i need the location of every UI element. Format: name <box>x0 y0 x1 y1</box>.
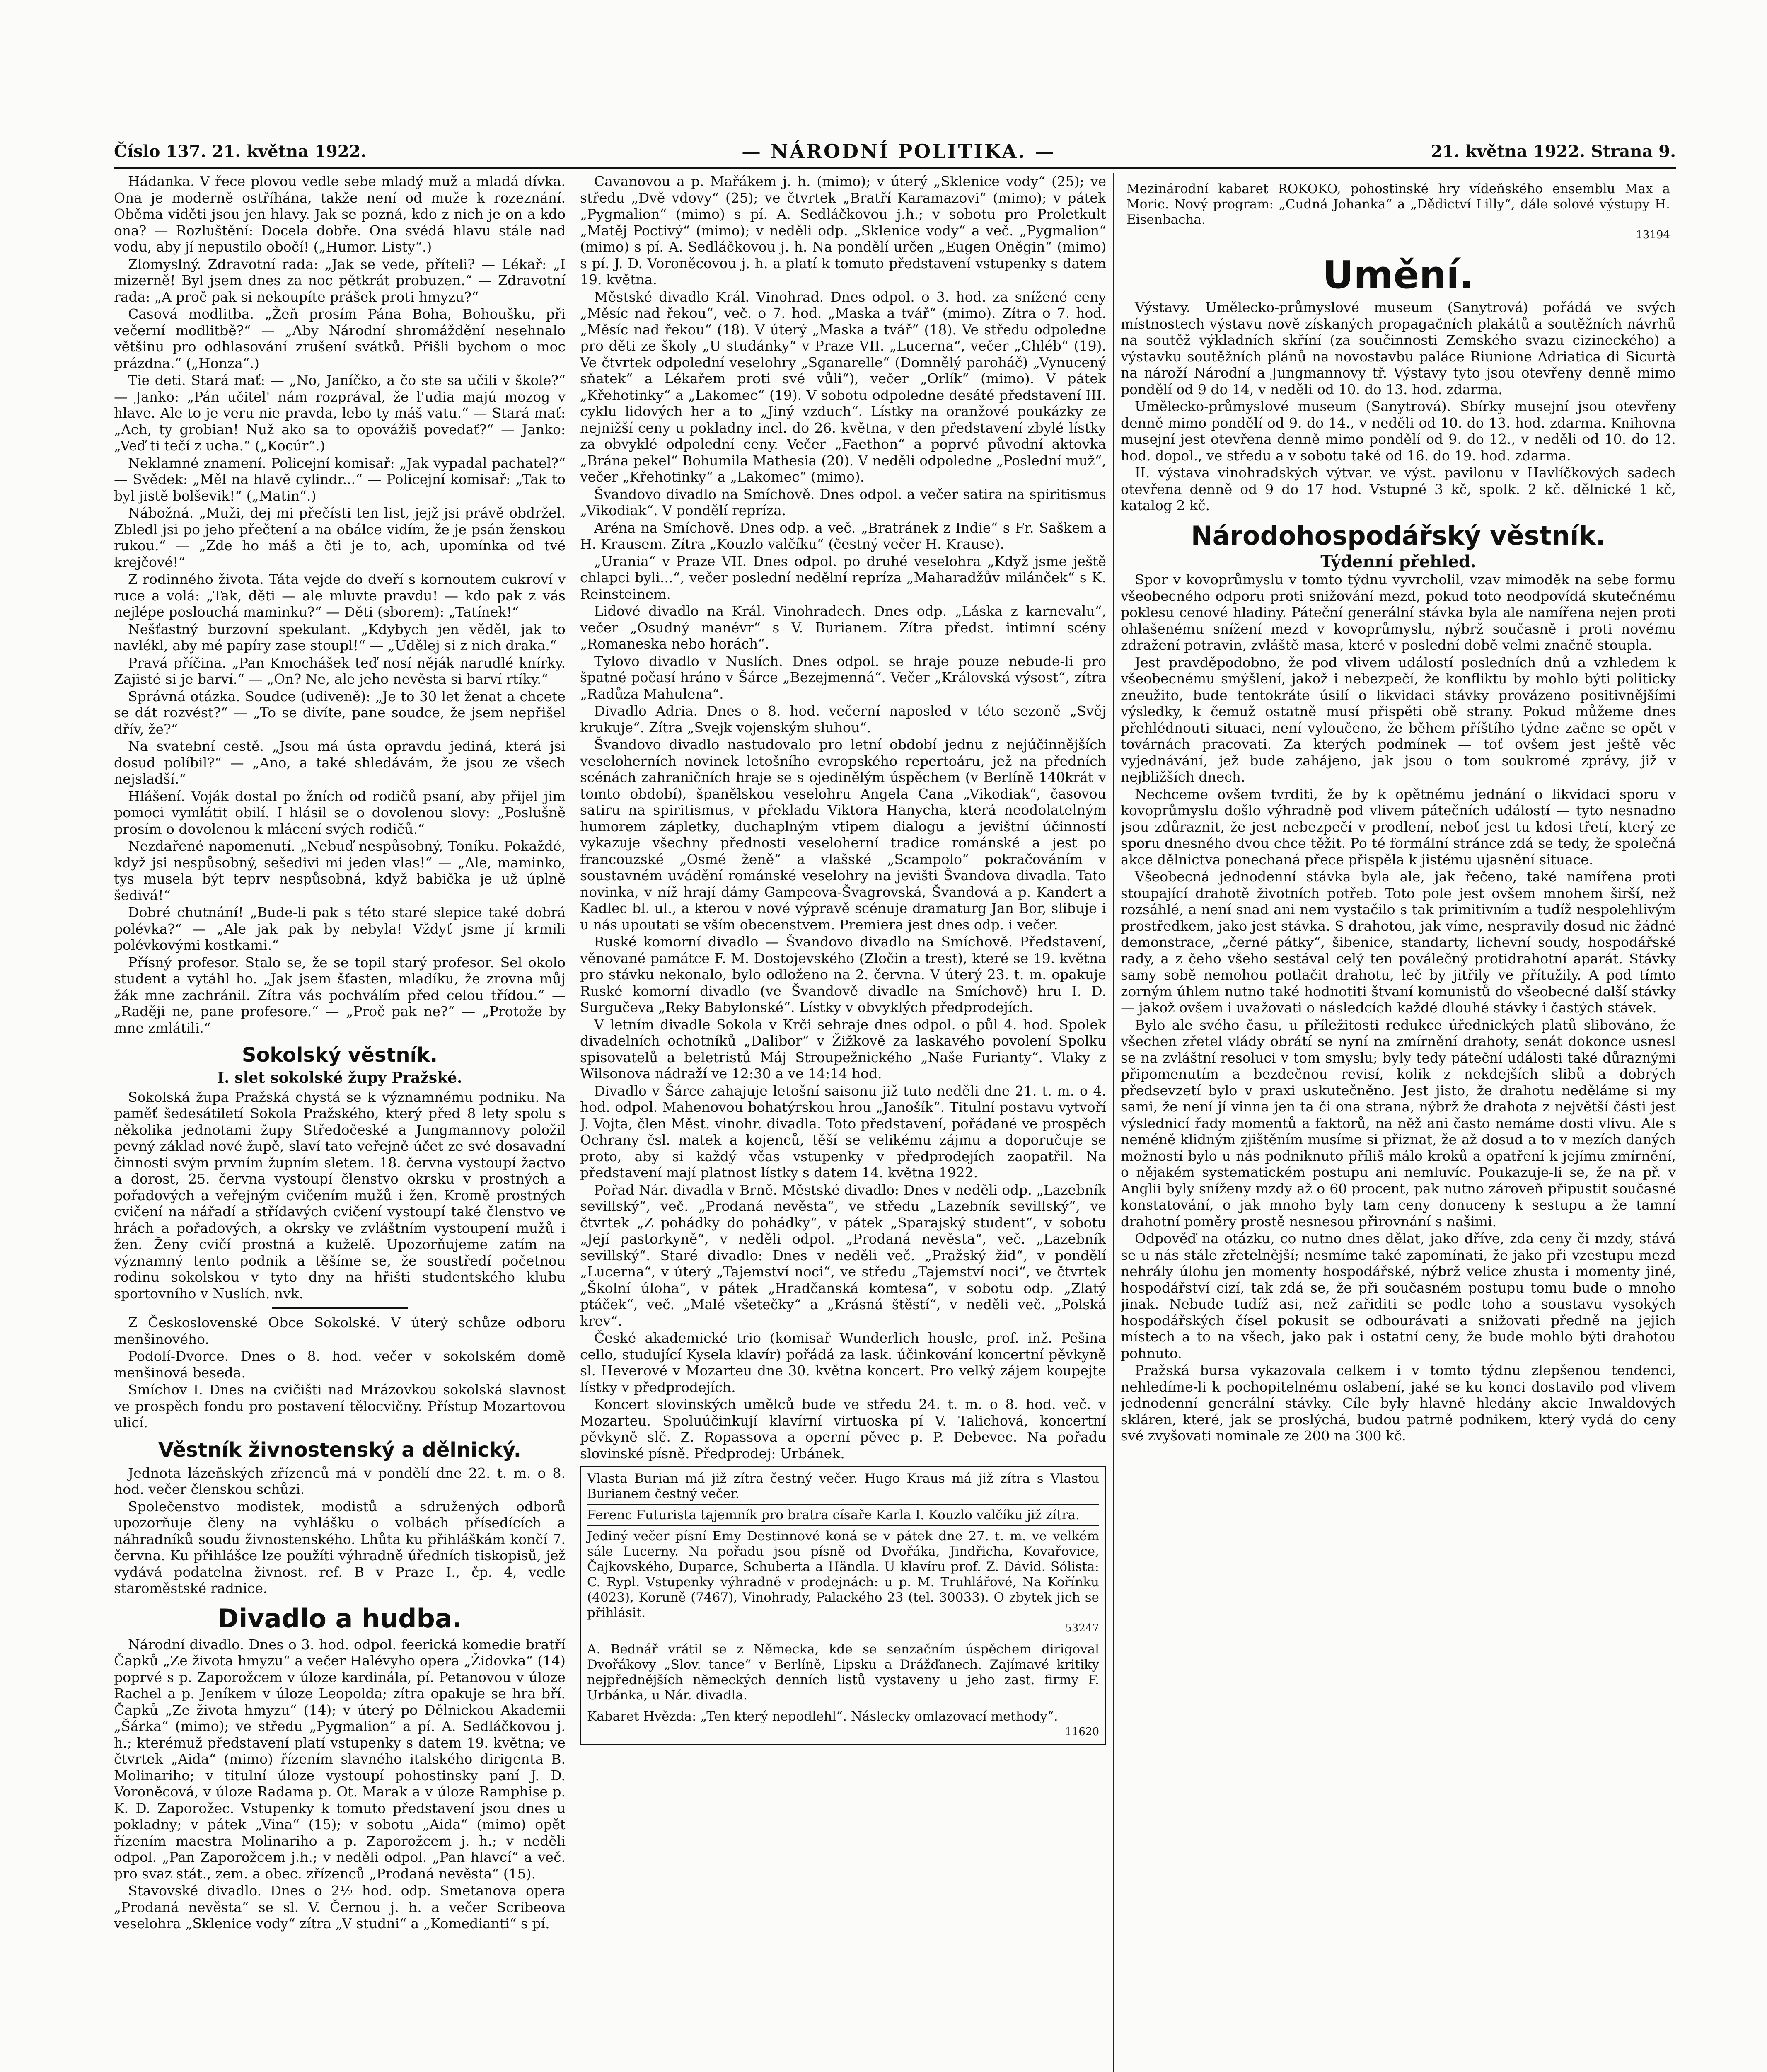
section-separator <box>272 1307 408 1309</box>
economy-heading: Národohospodářský věstník. <box>1191 520 1606 551</box>
sokol-note: Smíchov I. Dnes na cvičišti nad Mrázovkou sokolská slavnost ve prospěch fondu pro postavení tělocvičny. Přístup Mozartovou ulicí. <box>114 1382 566 1431</box>
humor-item: Nešťastný burzovní spekulant. „Kdybych jen věděl, jak to navlékl, aby mé papíry zase stoupl!“ — „Udělej si z nich draka.“ <box>114 621 566 654</box>
humor-item: Hádanka. V řece plovou vedle sebe mladý muž a mladá dívka. Ona je moderně ostříhána, takže není od muže k rozeznání. Oběma viděti jsou jen hlavy. Jak se pozná, kdo z nich je on a kdo ona? — Rozluštění: Docela dobře. Ona svédá hlavu stále nad vodu, aby jí nepustilo obočí! („Humor. Listy“.) <box>114 173 566 255</box>
sokol-article: Sokolská župa Pražská chystá se k významnému podniku. Na paměť šedesátiletí Sokola Pražského, který před 8 lety spolu s několika jednotami župy Středočeské a Jungmannovy položil pevný základ nové župě, slaví tato veřejně účet ze své dosavadní činnosti svým prvním župním sletem. 18. června vystoupí žactvo a dorost, 25. června vystoupí členstvo okrsku v prostných a pořadových a veřejným cvičením mužů i žen. Kromě prostných cvičení na nářadí a střídavých cvičení vystoupí také členstvo ve hrách a pořadových, a okrsky ve zvláštním vystoupení mužů i žen. Ženy cvičí prostná a kuželě. Upozorňujeme zatím na významný tento podnik a těšíme se, že soustředí početnou rodinu sokolskou v tyto dny na hřišti studentského klubu sportovního v Nuslích. nvk. <box>114 1089 566 1302</box>
theatre-article: Švandovo divadlo nastudovalo pro letní období jednu z nejúčinnějších veseloherních novinek letošního evropského repertoáru, jež na předních scénách zahraničních hraje se s ojedinělým úspěchem (v Berlíně 140krát v tomto období), španělskou veselohru Angela Cana „Vikodiak“, časovou satiru na spiritismus, v překladu Viktora Hanycha, která neodolatelným humorem zápletky, duchaplným vtipem dialogu a jevištní účinností vykazuje všechny přednosti veseloherní tradice románské a jest po francouzské „Osmé ženě“ a vlašské „Scampolo“ pokračováním v soustavném uvádění románské veselohry na jevišti Švandova divadla. Tato novinka, v níž hrají dámy Gampeova-Švagrovská, Švandová a p. Kandert a Kadlec bl. ul., a kterou v nové výpravě scénuje dramaturg Jan Bor, slibuje i u nás upoutati se vším obecenstvem. Premiera jest dnes odp. i večer. <box>580 736 1106 933</box>
ad-text: Ferenc Futurista tajemník pro bratra císaře Karla I. Kouzlo valčíku již zítra. <box>587 1504 1099 1523</box>
column-1 <box>114 173 566 2072</box>
theatre-article: Tylovo divadlo v Nuslích. Dnes odpol. se hraje pouze nebude-li pro špatné počasí hráno v Šárce „Bezejmenná“. Večer „Královská výsost“, zítra „Radůza Mahulena“. <box>580 653 1106 702</box>
humor-item: Neklamné znamení. Policejní komisař: „Jak vypadal pachatel?“ — Svědek: „Měl na hlavě cylindr...“ — Policejní komisař: „Tak to byl jistě bolševik!“ („Matin“.) <box>114 455 566 504</box>
theatre-heading: Divadlo a hudba. <box>217 1603 462 1634</box>
theatre-article: Aréna na Smíchově. Dnes odp. a več. „Bratránek z Indie“ s Fr. Saškem a H. Krausem. Zítra „Kouzlo valčíku“ (čestný večer H. Krause). <box>580 519 1106 552</box>
humor-item: Casová modlitba. „Žeň prosím Pána Boha, Bohoušku, při večerní modlitbě?“ — „Aby Národní shromáždění nesehnalo většinu pro odhlasování zrušení svátků. Přišli bychom o moc prázdna.“ („Honza“.) <box>114 306 566 371</box>
theatre-article: Národní divadlo. Dnes o 3. hod. odpol. feerická komedie bratří Čapků „Ze života hmyzu“ a večer Halévyho opera „Židovka“ (14) poprvé s p. Zaporožcem v úloze kardinála, pí. Petanovou v úloze Rachel a p. Jeníkem v úloze Leopolda; zítra opakuje se hra bří. Čapků „Ze života hmyzu“ (14); v úterý po Dělnickou Akademii „Šárka“ (mimo); ve středu „Pygmalion“ a pí. A. Sedláčkovou j. h.; kterémuž představení platí vstupenky s datem 19. května; ve čtvrtek „Aida“ (mimo) řízením slavného italského dirigenta B. Molinariho; v titulní úloze vystoupí pohostinsky paní J. D. Voroněcová, v úloze Radama p. Ot. Marak a v úloze Ramphise p. K. D. Zaporožec. Vstupenky k tomuto představení jsou dnes u pokladny; v pátek „Vina“ (15); v sobotu „Aida“ (mimo) opět řízením maestra Molinariho a p. Zaporožcem j. h.; v neděli odpol. „Pan Zaporožcem j.h.; v neděli odpol. „Pan hlavcí“ a več. pro svaz stát., zem. a obec. zřízenců „Prodaná nevěsta“ (15). <box>114 1636 566 1882</box>
ad-code: 53247 <box>1065 1622 1099 1634</box>
trade-article: Jednota lázeňských zřízenců má v pondělí dne 22. t. m. o 8. hod. večer členskou schůzi. <box>114 1464 566 1497</box>
art-article: II. výstava vinohradských výtvar. ve výst. pavilonu v Havlíčkových sadech otevřena denně od 9 do 17 hod. Vstupné 3 kč, spolk. 2 kč. dělnické 1 kč, katalog 2 kč. <box>1121 465 1676 513</box>
column-divider <box>1113 173 1114 2072</box>
theatre-article: Cavanovou a p. Mařákem j. h. (mimo); v úterý „Sklenice vody“ (25); ve středu „Dvě vdovy“ (25); ve čtvrtek „Bratří Karamazovi“ (mimo); v pátek „Pygmalion“ (mimo) s pí. A. Sedláčkovou j.h.; v sobotu pro Proletkult „Matěj Poctivý“ (mimo); v neděli odp. „Sklenice vody“ a več. „Pygmalion“ (mimo) s pí. A. Sedláčkovou j. h. Na pondělí určen „Eugen Oněgin“ (mimo) s pí. J. D. Voroněcovou j. h. a platí k tomuto představení vstupenky s datem 19. května. <box>580 173 1106 288</box>
humor-item: Dobré chutnání! „Bude-li pak s této staré slepice také dobrá polévka?“ — „Ale jak pak by nebyla! Vždyť jsme jí krmili polévkovými kostkami.“ <box>114 904 566 953</box>
concert-article: Koncert slovinských umělců bude ve středu 24. t. m. o 8. hod. več. v Mozarteu. Spoluúčinkují klavírní virtuoska pí V. Talichová, koncertní pěvkyně slč. Z. Ropassova a operní pěvec p. P. Debevec. Na pořadu slovinské písně. Předprodej: Urbánek. <box>580 1396 1106 1462</box>
humor-item: Zlomyslný. Zdravotní rada: „Jak se vede, příteli? — Lékař: „I mizerně! Byl jsem dnes za noc pětkrát probuzen.“ — Zdravotní rada: „A proč pak si nekoupíte prášek proti hmyzu?“ <box>114 256 566 305</box>
column-2 <box>580 173 1106 2072</box>
humor-section <box>114 173 566 1036</box>
economy-article: Odpověď na otázku, co nutno dnes dělat, jako dříve, zda ceny či mzdy, stává se u nás stále zřetelnější; nesmíme také zapomínati, že jako při vzestupu mezd nehrály úlohu jen momenty hospodářské, nýbrž velice zhusta i momenty jiné, hospodářství cizí, tak zdá se, že při současném postupu tomu bude o mnoho jinak. Nebude tudíž asi, než zařiditi se podle toho a soustavu vysokých hospodářských čísel pokusit se odbourávati a snižovati předně na jejich místech a to na všech, jako pak i ostatní ceny, že bude mohlo býti drahotou pohnuto. <box>1121 1230 1676 1361</box>
art-article: Umělecko-průmyslové museum (Sanytrová). Sbírky musejní jsou otevřeny denně mimo pondělí od 9. do 14., v neděli od 10. do 13. hod. zdarma. Knihovna musejní jest otevřena denně mimo pondělí od 9. do 12., v neděli od 10. do 12. hod. dopol., ve středu a v sobotu také od 16. do 19. hod. zdarma. <box>1121 398 1676 464</box>
economy-article: Pražská bursa vykazovala celkem i v tomto týdnu zlepšenou tendenci, nehledíme-li k pochopitelnému oslabení, jaké se ku konci dostavilo pod vlivem jednodenní generální stávky. Cíle byly hlavně hledány akcie Inwaldových skláren, které, jak se proslýchá, budou patrně podnikem, který vydá do ceny své zvyšovati nominale ze 200 na 300 kč. <box>1121 1362 1676 1444</box>
theatre-article: V letním divadle Sokola v Krči sehraje dnes odpol. o půl 4. hod. Spolek divadelních ochotníků „Dalibor“ v Žižkově za laskavého povolení Spolku spisovatelů a beletristů Máj Stroupežnického „Naše Furianty“. Vlaky z Wilsonova nádraží ve 12:30 a ve 14:14 hod. <box>580 1016 1106 1082</box>
theatre-article: Ruské komorní divadlo — Švandovo divadlo na Smíchově. Představení, věnované památce F. M. Dostojevského (Zločin a trest), které se 19. května pro stávku nekonalo, bylo odloženo na 2. června. V úterý 23. t. m. opakuje Ruské komorní divadlo (ve Švandově divadle na Smíchově) hru I. D. Surgučeva „Reky Babylonské“. Lístky v obvyklých předprodejích. <box>580 934 1106 1015</box>
humor-item: Nábožná. „Muži, dej mi přečísti ten list, jejž jsi právě obdržel. Zbledl jsi po jeho přečtení a na obálce vidím, že je psán ženskou rukou.“ — „Zde ho máš a čti je to, ach, upomínka od tvé krejčové!“ <box>114 505 566 570</box>
ad-text: Kabaret Hvězda: „Ten který nepodlehl“. Náslecky omlazovací methody“. <box>587 1706 1099 1724</box>
theatre-article: Stavovské divadlo. Dnes o 2½ hod. odp. Smetanova opera „Prodaná nevěsta“ se sl. V. Černou j. h. a večer Scribeova veselohra „Sklenice vody“ zítra „V studni“ a „Komedianti“ s pí. <box>114 1883 566 1932</box>
theatre-article: „Urania“ v Praze VII. Dnes odpol. po druhé veselohra „Když jsme ještě chlapci byli...“, večer poslední nedělní repríza „Maharadžův milánček“ s K. Reinsteinem. <box>580 553 1106 602</box>
ad-text: A. Bednář vrátil se z Německa, kde se senzačním úspěchem dirigoval Dvořákovy „Slov. tance“ v Berlíně, Lipsku a Drážďanech. Zajímavé kritiky nejpřednějších německých denních listů vystaveny u jeho zast. firmy F. Urbánka, u Nár. divadla. <box>587 1639 1099 1703</box>
humor-item: Správná otázka. Soudce (udiveně): „Je to 30 let ženat a chcete se dát rozvést?“ — „To se divíte, pane soudce, že jsem nepřišel dřív, že?“ <box>114 688 566 737</box>
advertisement-box <box>580 1466 1106 1745</box>
economy-article: Všeobecná jednodenní stávka byla ale, jak řečeno, také namířena proti stoupající drahotě životních potřeb. Toto pole jest ovšem mnohem širší, než rozsáhlé, a není snad ani nem vystačilo s tak primitivním a tudíž nespolehlivým prostředkem, jako jest stávka. S drahotou, jak víme, nespravily dosud nic žádné demonstrace, „černé pátky“, šibenice, standarty, lichevní soudy, hospodářské rady, a z čeho všeho sestával celý ten poválečný protidrahotní aparát. Stávky samy sobě nemohou potlačit drahotu, leč by jitřily ve přítužily. A pod tímto zorným úhlem nutno také hodnotiti štvaní komunistů do všeobecné další stávky — jakož ovšem i uvažovati o následcích každé dlouhé stávky i častých stávek. <box>1121 869 1676 1016</box>
column-3 <box>1121 173 1676 2072</box>
economy-subhead: Týdenní přehled. <box>1320 552 1476 571</box>
economy-article: Jest pravděpodobno, že pod vlivem událostí posledních dnů a vzhledem k všeobecnému smýšlení, jakož i nebezpečí, že konfliktu by mohlo býti politicky zneužito, bude tentokráte úsilí o likvidaci stávky provázeno positivnějšími výsledky, k čemuž ostatně musí přispěti obě strany. Pokud můžeme dnes přehlédnouti situaci, není vyloučeno, že během příštího týdne začne se opět v továrnách pracovati. Za kterých podmínek — toť ovšem jest ještě věc vyjednávání, jež bude zahájeno, jak jsou o tom soukromé zprávy, již v nejbližších dnech. <box>1121 654 1676 785</box>
ad-text: Mezinárodní kabaret ROKOKO, pohostinské hry vídeňského ensemblu Max a Moric. Nový program: „Cudná Johanka“ a „Dědictví Lilly“, dále solové výstupy H. Eisenbacha. <box>1126 182 1670 227</box>
page-info: 21. května 1922. Strana 9. <box>1431 141 1676 161</box>
issue-info: Číslo 137. 21. května 1922. <box>114 141 367 161</box>
sokol-subhead: I. slet sokolské župy Pražské. <box>217 1069 462 1087</box>
art-article: Výstavy. Umělecko-průmyslové museum (Sanytrová) pořádá ve svých místnostech výstavu nově získaných propagačních plakátů a soutěžních návrhů na soutěž výkladních skříní (za součinnosti Zemského svazu cizineckého) a výstavku soutěžních plánů na novostavbu paláce Riunione Adriatica di Sicurtà na nároží Národní a Jungmannovy tř. Výstavy tyto jsou otevřeny denně mimo pondělí od 9 do 14, v neděli od 10. do 13. hod. zdarma. <box>1121 299 1676 397</box>
masthead-rule <box>114 167 1676 169</box>
sokol-heading: Sokolský věstník. <box>242 1043 438 1067</box>
ad-code: 13194 <box>1636 229 1670 241</box>
theatre-article: Divadlo v Šárce zahajuje letošní saisonu již tuto neděli dne 21. t. m. o 4. hod. odpol. Mahenovou bohatýrskou hrou „Janošík“. Titulní postavu vytvoří J. Vojta, člen Měst. vinohr. divadla. Toto představení, pořádané ve prospěch Ochrany čsl. matek a kojenců, těší se velikému zájmu a doporučuje se proto, aby si každý včas vstupenky v předprodejích zaopatřil. Na představení mají platnost lístky s datem 14. května 1922. <box>580 1082 1106 1181</box>
advertisement-box <box>1121 177 1676 247</box>
humor-item: Z rodinného života. Táta vejde do dveří s kornoutem cukroví v ruce a volá: „Tak, děti — ale mluvte pravdu! — kdo pak z vás nejlépe poslouchá maminku?“ — Děti (sborem): „Tatínek!“ <box>114 571 566 620</box>
trade-article: Společenstvo modistek, modistů a sdružených odborů upozorňuje členy na vyhlášku o volbách přísedících a náhradníků soudu živnostenského. Lhůta ku přihláškám končí 7. června. Ku přihlášce lze použíti výhradně úředních tiskopisů, jež vydává podatelna živnost. ref. B v Praze I., čp. 4, vedle staroměstské radnice. <box>114 1498 566 1596</box>
trade-heading: Věstník živnostenský a dělnický. <box>158 1438 521 1462</box>
theatre-article: Lidové divadlo na Král. Vinohradech. Dnes odp. „Láska z karnevalu“, večer „Osudný manévr“ s V. Burianem. Zítra předst. intimní scény „Romaneska nebo horách“. <box>580 603 1106 652</box>
art-heading: Umění. <box>1322 253 1474 297</box>
sokol-note: Z Československé Obce Sokolské. V úterý schůze odboru menšinového. <box>114 1314 566 1347</box>
humor-item: Přísný profesor. Stalo se, že se topil starý profesor. Sel okolo student a vytáhl ho. „Jak jsem šťasten, mladíku, že zrovna můj žák mne zachránil. Zítra vás pochválím před celou třídou.“ — „Raději ne, pane profesore.“ — „Proč pak ne?“ — „Protože by mne zmlátili.“ <box>114 954 566 1036</box>
humor-item: Tie deti. Stará mať: — „No, Janíčko, a čo ste sa učili v škole?“ — Janko: „Pán učitel' nám rozprával, že l'udia majú mozog v hlave. Ale to je veru nie pravda, lebo ty máš vatu.“ — Stará mať: „Ach, ty grobian! Nuž ako sa to opovážiš povedať?“ — Janko: „Veď ti tečí z ucha.“ („Kocúr“.) <box>114 372 566 454</box>
humor-item: Na svatební cestě. „Jsou má ústa opravdu jediná, která jsi dosud políbil?“ — „Ano, a také shledávám, že jsou ze všech nejsladší.“ <box>114 738 566 787</box>
humor-item: Nezdařené napomenutí. „Nebuď nespůsobný, Toníku. Pokaždé, když jsi nespůsobný, sešedivi mi jeden vlas!“ — „Ale, maminko, tys musela být teprv nespůsobná, když babička je už úplně šedivá!“ <box>114 838 566 903</box>
economy-article: Bylo ale svého času, u příležitosti redukce úřednických platů slibováno, že všechen zřetel vlády obrátí se nyní na zmírnění drahoty, senát dokonce usnesl se na zvláštní resoluci v tom smyslu; byly tedy páteční události také důraznými připomenutím a bezdečnou revisí, kolik z nekdejších slibů a dobrých předsevzetí bylo v praxi uskutečněno. Jest jisto, že drahotu neděláme si my sami, že není jí vinna jen ta či ona strana, nýbrž že drahota z největší části jest výslednicí řady momentů a faktorů, na něž ani často nemáme dosti vlivu. Ale s neméně klidným zjištěním musíme si přiznat, že až dosud a to v mezích daných možností bylo u nás podniknuto příliš málo kroků a opatření k jejímu zmírnění, o nějakém systematickém postupu ani nemluvíc. Poukazuje-li se, že na př. v Anglii byly sníženy mzdy až o 60 procent, pak nutno zároveň připustit současné konstatování, o jak mnoho byly tam ceny donuceny k sestupu a že tamní drahotní poměry prostě nesnesou přirovnání s našimi. <box>1121 1017 1676 1230</box>
concert-article: České akademické trio (komisař Wunderlich housle, prof. inž. Pešina cello, studující Kysela klavír) pořádá za lask. účinkování koncertní pěvkyně sl. Heverové v Mozarteu dne 30. května koncert. Pro velký zájem koupejte lístky v předprodejích. <box>580 1330 1106 1395</box>
theatre-article: Švandovo divadlo na Smíchově. Dnes odpol. a večer satira na spiritismus „Vikodiak“. V pondělí repríza. <box>580 486 1106 518</box>
theatre-article: Divadlo Adria. Dnes o 8. hod. večerní naposled v této sezoně „Svěj krukuje“. Zítra „Svejk vojenským sluhou“. <box>580 703 1106 736</box>
humor-item: Pravá příčina. „Pan Kmochášek teď nosí něják narudlé knírky. Zajisté si je barví.“ — „On? Ne, ale jeho nevěsta si barví rtíky.“ <box>114 654 566 687</box>
newspaper-title: — NÁRODNÍ POLITIKA. — <box>742 140 1056 162</box>
ad-code: 11620 <box>1065 1726 1099 1738</box>
sokol-note: Podolí-Dvorce. Dnes o 8. hod. večer v sokolském domě menšinová beseda. <box>114 1348 566 1381</box>
humor-item: Hlášení. Voják dostal po žních od rodičů psaní, aby přijel jim pomoci vymlátit obilí. I hlásil se o dovolenou slovy: „Poslušně prosím o dovolenou k mlácení svých rodičů.“ <box>114 788 566 837</box>
economy-article: Spor v kovoprůmyslu v tomto týdnu vyvrcholil, vzav mimoděk na sebe formu všeobecného odporu proti snižování mezd, pokud toto neodpovídá skutečnému poklesu cenové hladiny. Páteční generální stávka byla ale namířena nejen proti ohlašenému snížení mezd v kovoprůmyslu, nýbrž současně i proti novému zdražení potravin, zvláště masa, které v poslední době velmi značně stoupla. <box>1121 571 1676 653</box>
masthead <box>114 137 1676 166</box>
economy-article: Nechceme ovšem tvrditi, že by k opětnému jednání o likvidaci sporu v kovoprůmyslu došlo výhradně pod vlivem pátečních událostí — tyto nesnadno jsou zdůraznit, že jest nebezpečí v prodlení, neboť jest tu kdosi třetí, který ze sporu dnesného dvou chce těžit. Po té formální stránce zdá se tedy, že společná akce dělnictva ponechaná přece přispěla k jistému ujasnění situace. <box>1121 786 1676 868</box>
ad-text: Jediný večer písní Emy Destinnové koná se v pátek dne 27. t. m. ve velkém sále Lucerny. Na pořadu jsou písně od Dvořáka, Jindřicha, Kovařovice, Čajkovského, Duparce, Schuberta a Händla. U klavíru prof. Z. Dávid. Sólista: C. Rypl. Vstupenky výhradně v prodejnách: u p. M. Truhlářové, Na Kořínku (4023), Koruně (7467), Vinohrady, Palackého 23 (tel. 30033). O zbytek jich se přihlásit. <box>587 1525 1099 1621</box>
ad-text: Vlasta Burian má již zítra čestný večer. Hugo Kraus má již zítra s Vlastou Burianem čestný večer. <box>587 1471 1099 1501</box>
theatre-article: Pořad Nár. divadla v Brně. Městské divadlo: Dnes v neděli odp. „Lazebník sevillský“, več. „Prodaná nevěsta“, ve středu „Lazebník sevillský“, ve čtvrtek „Z pohádky do pohádky“, v pátek „Sparajský student“, v sobotu „Její pastorkyně“, v neděli odpol. „Prodaná nevěsta“, več. „Lazebník sevillský“. Staré divadlo: Dnes v neděli več. „Pražský žid“, v pondělí „Lucerna“, v úterý „Tajemství noci“, ve středu „Tajemství noci“, ve čtvrtek „Školní úloha“, v pátek „Hradčanská komtesa“, v sobotu odp. „Zlatý ptáček“, več. „Malé všetečky“ a „Krásná štěstí“, v neděli več. „Polská krev“. <box>580 1181 1106 1329</box>
theatre-article: Městské divadlo Král. Vinohrad. Dnes odpol. o 3. hod. za snížené ceny „Měsíc nad řekou“, več. o 7. hod. „Maska a tvář“ (mimo). Zítra o 7. hod. „Měsíc nad řekou“ (18). V úterý „Maska a tvář“ (18). Ve středu odpoledne pro děti ze školy „U studánky“ v Praze VII. „Lucerna“, večer „Chléb“ (19). Ve čtvrtek odpolední veselohry „Sganarelle“ (Domnělý paroháč) „Vynucený sňatek“ a Lékařem proti své vůli“), večer „Orlík“ (mimo). V pátek „Křehotinky“ a „Lakomec“ (19). V sobotu odpoledne desáté představení III. cyklu lidových her a to „Jiný vzduch“. Lístky na oranžové poukázky ze nejnižší ceny u pokladny incl. do 26. května, v den představení zbylé lístky za obvyklé odpolední ceny. Večer „Faethon“ a poprvé původní aktovka „Brána pekel“ Bohumila Mathesia (20). V neděli odpoledne „Poslední muž“, večer „Křehotinky“ a „Lakomec“ (mimo). <box>580 288 1106 485</box>
